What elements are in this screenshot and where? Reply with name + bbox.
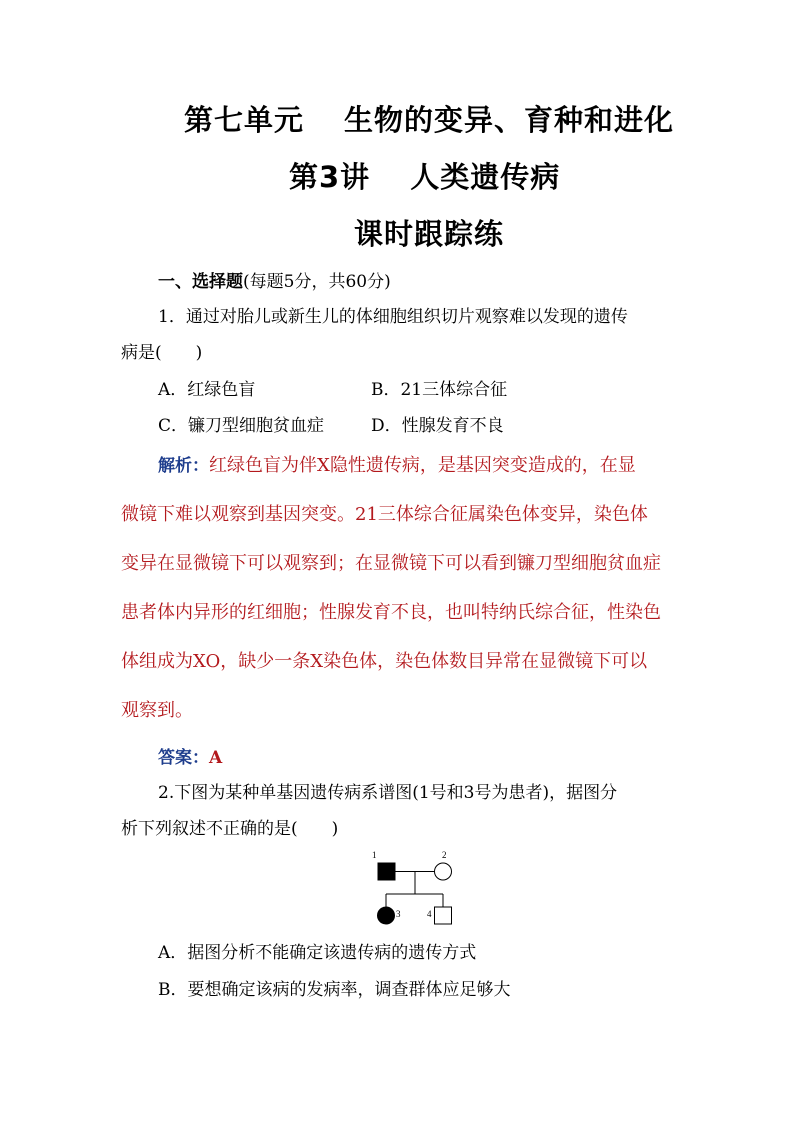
analysis-label: 解析： bbox=[158, 456, 209, 476]
section-heading-note: (每题5分，共60分) bbox=[243, 272, 391, 292]
unit-number: 第七单元 bbox=[184, 103, 305, 137]
q1-analysis-line-1 bbox=[158, 451, 636, 477]
pedigree-label-3: 3 bbox=[396, 909, 401, 919]
pedigree-label-1: 1 bbox=[372, 850, 377, 860]
pedigree-label-4: 4 bbox=[427, 909, 432, 919]
q1-analysis-line-4: 患者体内异形的红细胞；性腺发育不良，也叫特纳氏综合征，性染色 bbox=[121, 602, 661, 623]
pedigree-individual-2-unaffected-female bbox=[435, 863, 452, 880]
page-subtitle: 课时跟踪练 bbox=[354, 217, 505, 251]
q2-option-b: B．要想确定该病的发病率，调查群体应足够大 bbox=[158, 980, 511, 1000]
unit-title bbox=[184, 98, 674, 139]
q2-option-a: A．据图分析不能确定该遗传病的遗传方式 bbox=[158, 943, 477, 963]
q1-analysis-line-3: 变异在显微镜下可以观察到；在显微镜下可以看到镰刀型细胞贫血症 bbox=[121, 553, 661, 574]
unit-name: 生物的变异、育种和进化 bbox=[344, 103, 675, 137]
q1-analysis-line-5: 体组成为XO，缺少一条X染色体，染色体数目异常在显微镜下可以 bbox=[121, 651, 648, 672]
q1-stem-line1: 1．通过对胎儿或新生儿的体细胞组织切片观察难以发现的遗传 bbox=[158, 307, 628, 327]
answer-label: 答案： bbox=[158, 748, 209, 768]
lecture-name: 人类遗传病 bbox=[410, 160, 561, 194]
q1-analysis-line-2: 微镜下难以观察到基因突变。21三体综合征属染色体变异，染色体 bbox=[121, 504, 648, 525]
pedigree-label-2: 2 bbox=[442, 850, 447, 860]
pedigree-individual-1-affected-male bbox=[378, 863, 395, 880]
q1-option-c: C．镰刀型细胞贫血症 bbox=[158, 416, 325, 436]
lecture-number: 第3讲 bbox=[289, 160, 371, 194]
answer-value: A bbox=[209, 748, 223, 768]
section-heading bbox=[158, 270, 391, 294]
analysis-text: 红绿色盲为伴X隐性遗传病，是基因突变造成的，在显 bbox=[209, 455, 636, 476]
q1-analysis-line-6: 观察到。 bbox=[121, 700, 193, 721]
pedigree-chart bbox=[360, 846, 470, 930]
q1-stem-line2: 病是( ) bbox=[121, 343, 203, 363]
q2-stem-line2: 析下列叙述不正确的是( ) bbox=[121, 819, 339, 839]
q2-stem-line1: 2.下图为某种单基因遗传病系谱图(1号和3号为患者)，据图分 bbox=[158, 783, 618, 803]
lecture-title bbox=[289, 155, 560, 196]
section-heading-label: 一、选择题 bbox=[158, 272, 243, 292]
q1-option-b: B．21三体综合征 bbox=[371, 380, 508, 400]
q1-answer bbox=[158, 743, 222, 768]
q1-option-a: A．红绿色盲 bbox=[158, 380, 256, 400]
q1-option-d: D．性腺发育不良 bbox=[371, 416, 504, 436]
pedigree-individual-3-affected-female bbox=[378, 907, 395, 924]
pedigree-individual-4-unaffected-male bbox=[435, 907, 452, 924]
